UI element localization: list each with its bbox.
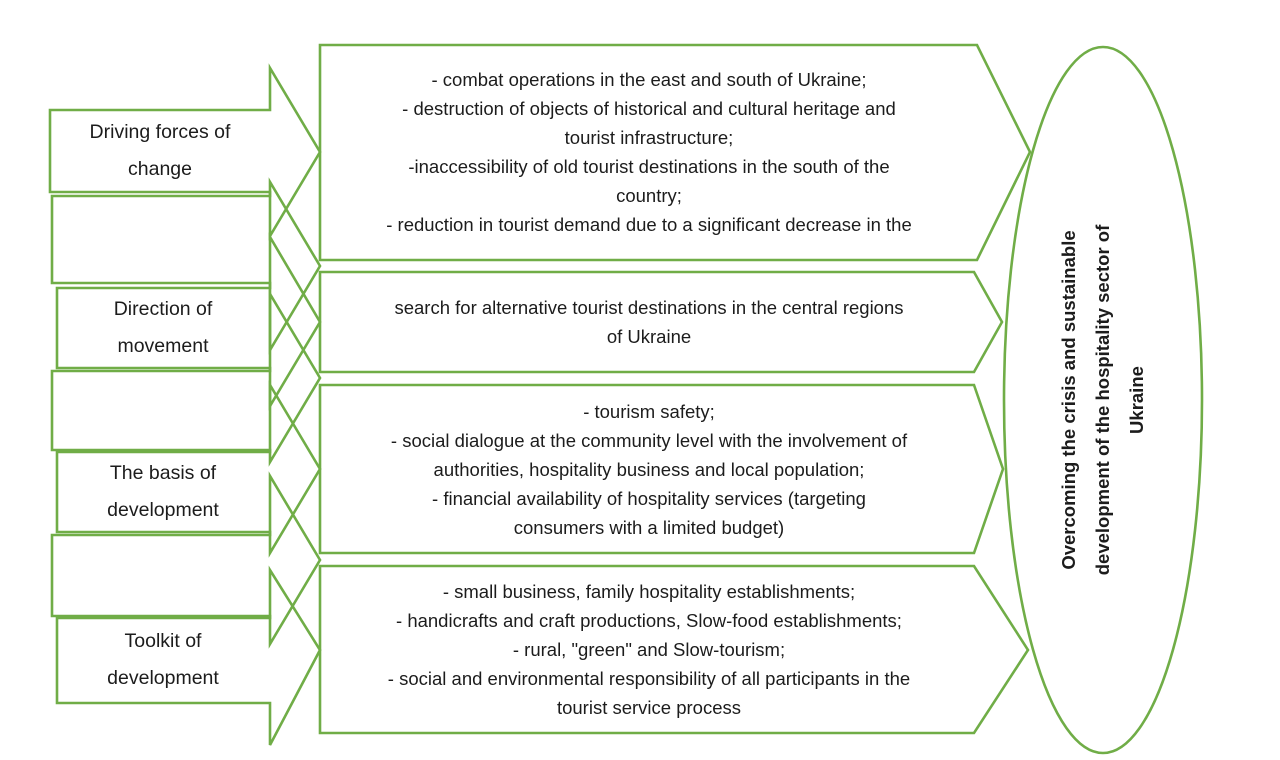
left-label-toolkit: Toolkit of development — [107, 630, 219, 689]
ellipse-goal-text: Overcoming the crisis and sustainable development of the hospitality sector of Ukraine — [1058, 224, 1147, 576]
middle-text-direction: search for alternative tourist destinations in the central regions of Ukraine — [394, 297, 904, 347]
left-label-direction: Direction of movement — [113, 298, 213, 357]
middle-text-driving-forces: - combat operations in the east and south of Ukraine; - destruction of objects of historical and cultural heritage and tourist infrastructure; -inaccessibility of old tourist destinations in the south of the country; - reduction in tourist demand due to a significant decrease in the — [386, 69, 912, 235]
left-label-driving-forces: Driving forces of change — [89, 121, 231, 180]
middle-text-basis: - tourism safety; - social dialogue at the community level with the involvement of authorities, hospitality business and local population; - financial availability of hospitality services (targeting consumers with a limited budget) — [390, 400, 908, 538]
middle-text-toolkit: - small business, family hospitality establishments; - handicrafts and craft productions, Slow-food establishments; - rural, "green" and Slow-tourism; - social and environmental responsibility of all participants in the tourist service process — [387, 581, 911, 718]
left-label-basis: The basis of development — [107, 462, 219, 521]
